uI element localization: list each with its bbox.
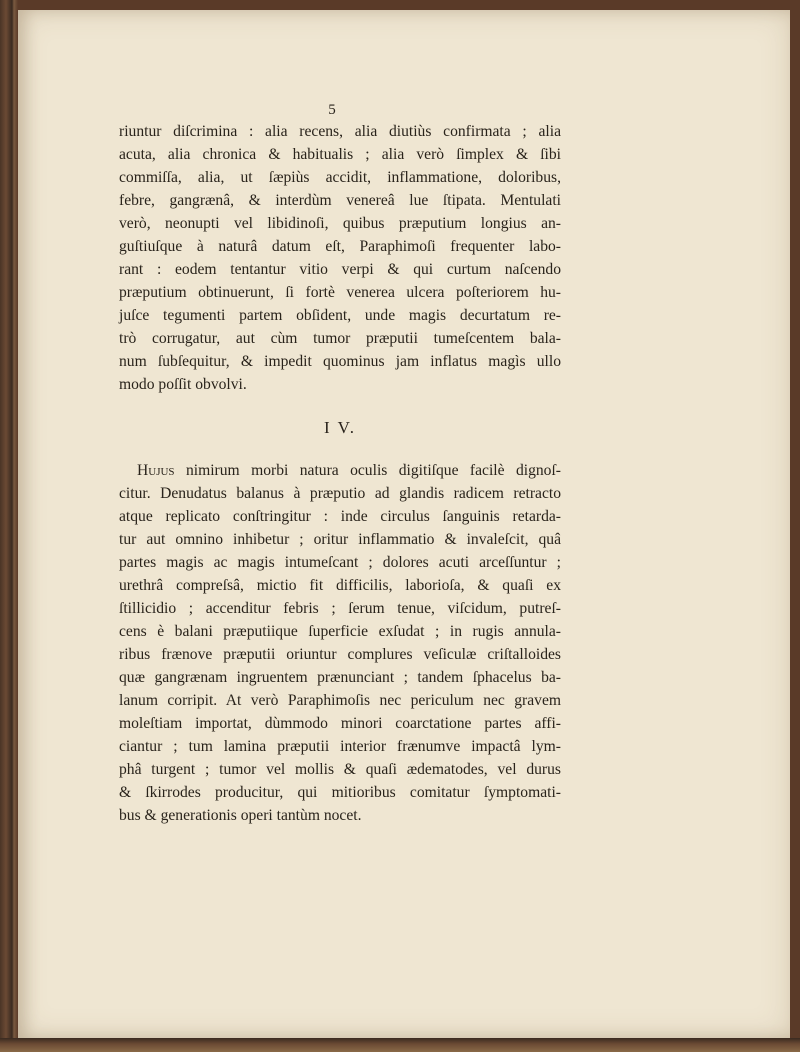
text-line: præputium obtinuerunt, ſi fortè venerea ulcera poſteriorem hu- <box>119 284 561 301</box>
opening-word: Hujus <box>137 462 175 479</box>
text-line: trò corrugatur, aut cùm tumor præputii tumeſcentem bala- <box>119 330 561 347</box>
text-line: moleſtiam importat, dùmmodo minori coarctatione partes affi- <box>119 715 561 732</box>
text-line: modo poſſit obvolvi. <box>119 376 247 393</box>
page-number: 5 <box>328 102 336 118</box>
paragraph-1 <box>119 120 561 396</box>
text-line: riuntur diſcrimina : alia recens, alia diutiùs confirmata ; alia <box>119 123 561 140</box>
text-line: ſtillicidio ; accenditur febris ; ſerum tenue, viſcidum, putreſ- <box>119 600 561 617</box>
text-line: & ſkirrodes producitur, qui mitioribus comitatur ſymptomati- <box>119 784 561 801</box>
text-line: commiſſa, alia, ut ſæpiùs accidit, inflammatione, doloribus, <box>119 169 561 186</box>
text-line: verò, neonupti vel libidinoſi, quibus præputium longius an- <box>119 215 561 232</box>
text-line: urethrâ compreſsâ, mictio fit difficilis, laborioſa, & quaſi ex <box>119 577 561 594</box>
text-line: tur aut omnino inhibetur ; oritur inflammatio & invaleſcit, quâ <box>119 531 561 548</box>
text-line: atque replicato conſtringitur : inde circulus ſanguinis retarda- <box>119 508 561 525</box>
text-line: acuta, alia chronica & habitualis ; alia verò ſimplex & ſibi <box>119 146 561 163</box>
text-line: bus & generationis operi tantùm nocet. <box>119 807 362 824</box>
paragraph-2 <box>119 459 561 827</box>
book-page <box>18 10 790 1038</box>
text-line: cens è balani præputiique ſuperficie exſudat ; in rugis annula- <box>119 623 561 640</box>
text-line: partes magis ac magis intumeſcant ; dolores acuti arceſſuntur ; <box>119 554 561 571</box>
text-line: citur. Denudatus balanus à præputio ad glandis radicem retracto <box>119 485 561 502</box>
text-line: num ſubſequitur, & impedit quominus jam inflatus magìs ullo <box>119 353 561 370</box>
text-line: guſtiuſque à naturâ datum eſt, Paraphimoſi frequenter labo- <box>119 238 561 255</box>
text-line-first <box>119 459 561 482</box>
text-line: juſce tegumenti partem obſident, unde magis decurtatum re- <box>119 307 561 324</box>
page-bottom-edge <box>0 1038 800 1052</box>
text-line: ribus frænove præputii oriuntur complures veſiculæ criſtalloides <box>119 646 561 663</box>
text-line: febre, gangrænâ, & interdùm venereâ lue ſtipata. Mentulati <box>119 192 561 209</box>
text-line: ciantur ; tum lamina præputii interior frænumve impactâ lym- <box>119 738 561 755</box>
first-line-rest: nimirum morbi natura oculis digitiſque facilè dignoſ- <box>174 462 561 479</box>
text-line: phâ turgent ; tumor vel mollis & quaſi ædematodes, vel durus <box>119 761 561 778</box>
text-line: lanum corripit. At verò Paraphimoſis nec periculum nec gravem <box>119 692 561 709</box>
page-text <box>119 120 561 827</box>
text-line: quæ gangrænam ingruentem prænunciant ; tandem ſphacelus ba- <box>119 669 561 686</box>
section-heading: I V. <box>324 418 356 437</box>
text-line: rant : eodem tentantur vitio verpi & qui curtum naſcendo <box>119 261 561 278</box>
